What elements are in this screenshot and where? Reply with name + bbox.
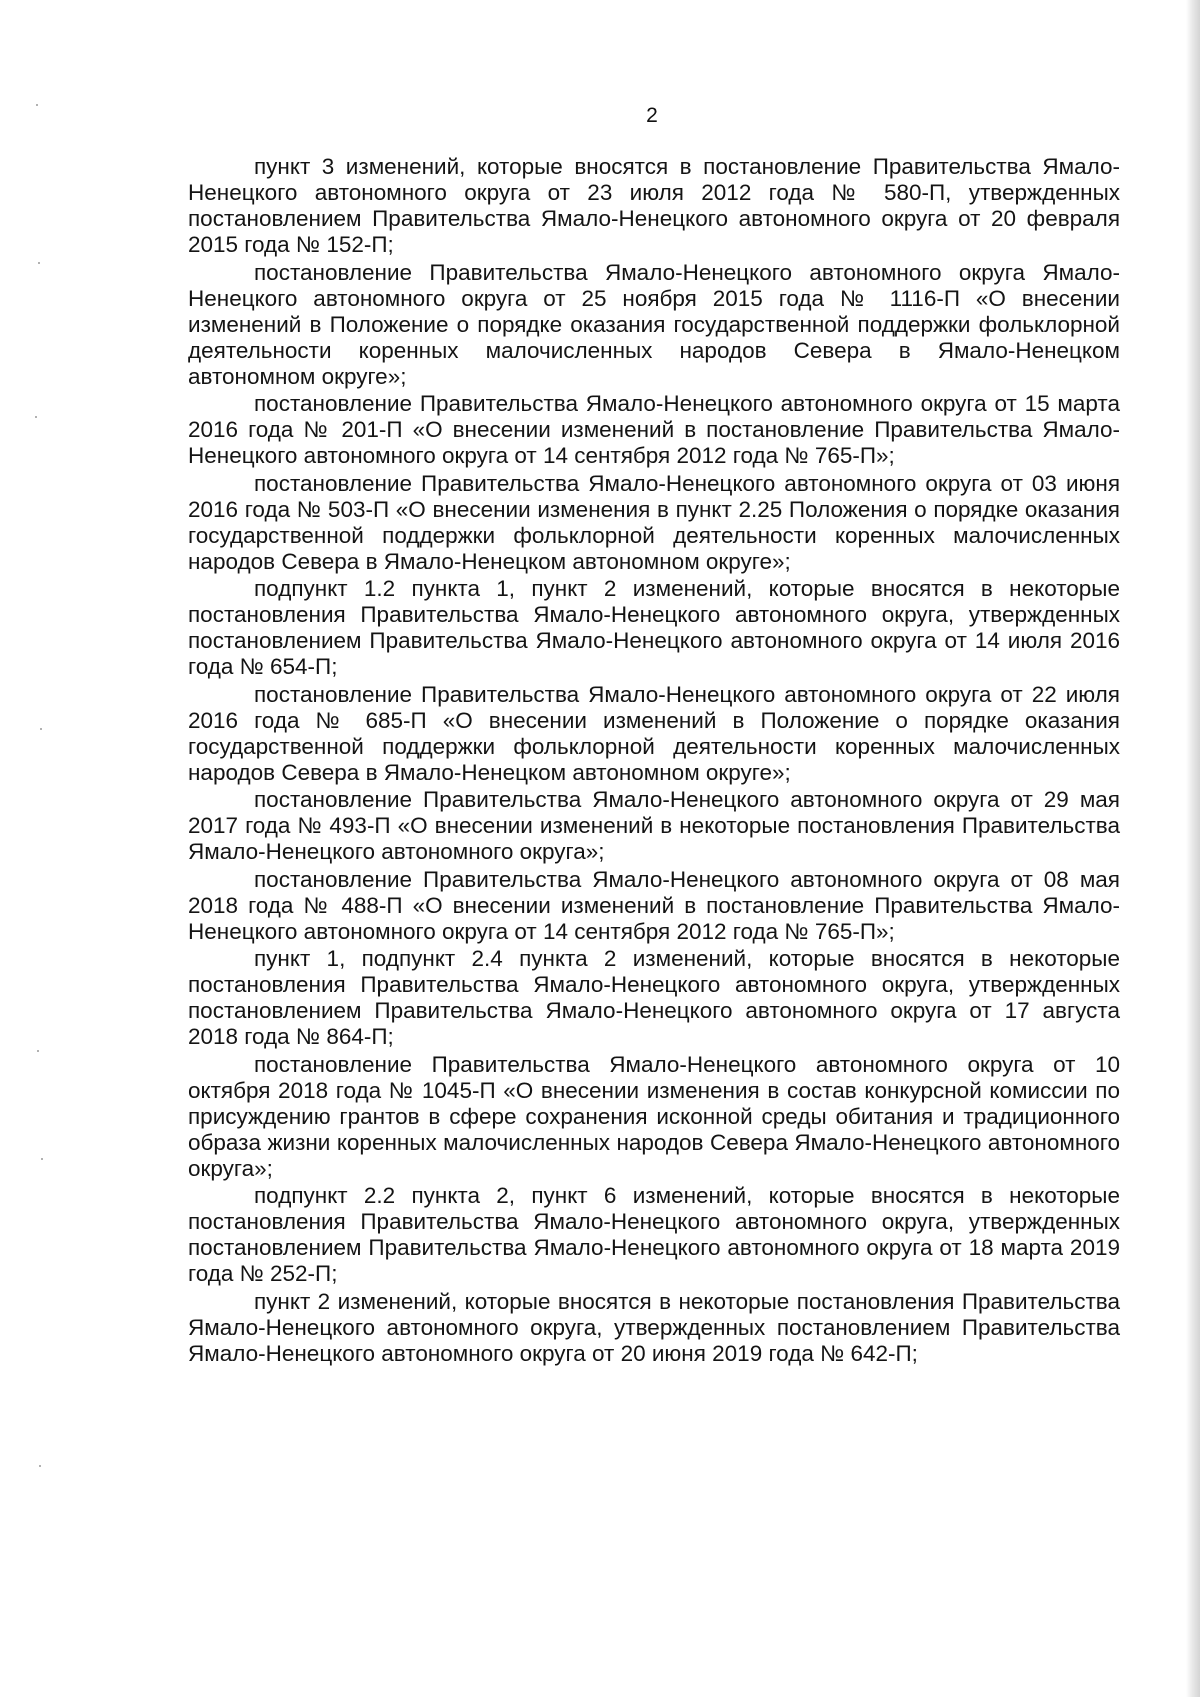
- paragraph: постановление Правительства Ямало-Ненецкого автономного округа от 08 мая 2018 года № 488-П «О внесении изменений в постановление Правительства Ямало-Ненецкого автономного округа от 14 сентября 2012 года № 765-П»;: [188, 866, 1120, 944]
- paragraph: постановление Правительства Ямало-Ненецкого автономного округа от 15 марта 2016 года № 201-П «О внесении изменений в постановление Правительства Ямало-Ненецкого автономного округа от 14 сентября 2012 года № 765-П»;: [188, 391, 1120, 468]
- scan-page-edge: [1186, 0, 1200, 1697]
- paragraph: пункт 3 изменений, которые вносятся в постановление Правительства Ямало-Ненецкого автономного округа от 23 июля 2012 года № 580-П, утвержденных постановлением Правительства Ямало-Ненецкого автономного округа от 20 февраля 2015 года № 152-П;: [188, 154, 1120, 257]
- scan-speck: [41, 1158, 43, 1160]
- scan-speck: [39, 1465, 41, 1467]
- paragraph: пункт 2 изменений, которые вносятся в некоторые постановления Правительства Ямало-Ненецкого автономного округа, утвержденных постановлением Правительства Ямало-Ненецкого автономного округа от 20 июня 2019 года № 642-П;: [188, 1288, 1120, 1366]
- scan-speck: [37, 1050, 39, 1052]
- scan-speck: [40, 728, 42, 730]
- page-number: 2: [646, 104, 658, 127]
- scan-speck: [35, 416, 37, 418]
- paragraph: пункт 1, подпункт 2.4 пункта 2 изменений, которые вносятся в некоторые постановления Правительства Ямало-Ненецкого автономного округа, утвержденных постановлением Правительства Ямало-Ненецкого автономного округа от 17 августа 2018 года № 864-П;: [188, 946, 1120, 1049]
- paragraph: подпункт 1.2 пункта 1, пункт 2 изменений, которые вносятся в некоторые постановления Правительства Ямало-Ненецкого автономного округа, утвержденных постановлением Правительства Ямало-Ненецкого автономного округа от 14 июля 2016 года № 654-П;: [188, 576, 1120, 679]
- paragraph: постановление Правительства Ямало-Ненецкого автономного округа от 22 июля 2016 года № 685-П «О внесении изменений в Положение о порядке оказания государственной поддержки фольклорной деятельности коренных малочисленных народов Севера в Ямало-Ненецком автономном округе»;: [188, 681, 1120, 785]
- paragraph: подпункт 2.2 пункта 2, пункт 6 изменений, которые вносятся в некоторые постановления Правительства Ямало-Ненецкого автономного округа, утвержденных постановлением Правительства Ямало-Ненецкого автономного округа от 18 марта 2019 года № 252-П;: [188, 1183, 1120, 1286]
- paragraph: постановление Правительства Ямало-Ненецкого автономного округа от 10 октября 2018 года № 1045-П «О внесении изменения в состав конкурсной комиссии по присуждению грантов в сфере сохранения исконной среды обитания и традиционного образа жизни коренных малочисленных народов Севера Ямало-Ненецкого автономного округа»;: [188, 1051, 1120, 1181]
- scan-speck: [38, 262, 40, 264]
- paragraph: постановление Правительства Ямало-Ненецкого автономного округа от 29 мая 2017 года № 493-П «О внесении изменений в некоторые постановления Правительства Ямало-Ненецкого автономного округа»;: [188, 787, 1120, 864]
- paragraph: постановление Правительства Ямало-Ненецкого автономного округа Ямало-Ненецкого автономного округа от 25 ноября 2015 года № 1116-П «О внесении изменений в Положение о порядке оказания государственной поддержки фольклорной деятельности коренных малочисленных народов Севера в Ямало-Ненецком автономном округе»;: [188, 259, 1120, 389]
- document-body: [188, 154, 1120, 1368]
- paragraph: постановление Правительства Ямало-Ненецкого автономного округа от 03 июня 2016 года № 503-П «О внесении изменения в пункт 2.25 Положения о порядке оказания государственной поддержки фольклорной деятельности коренных малочисленных народов Севера в Ямало-Ненецком автономном округе»;: [188, 470, 1120, 574]
